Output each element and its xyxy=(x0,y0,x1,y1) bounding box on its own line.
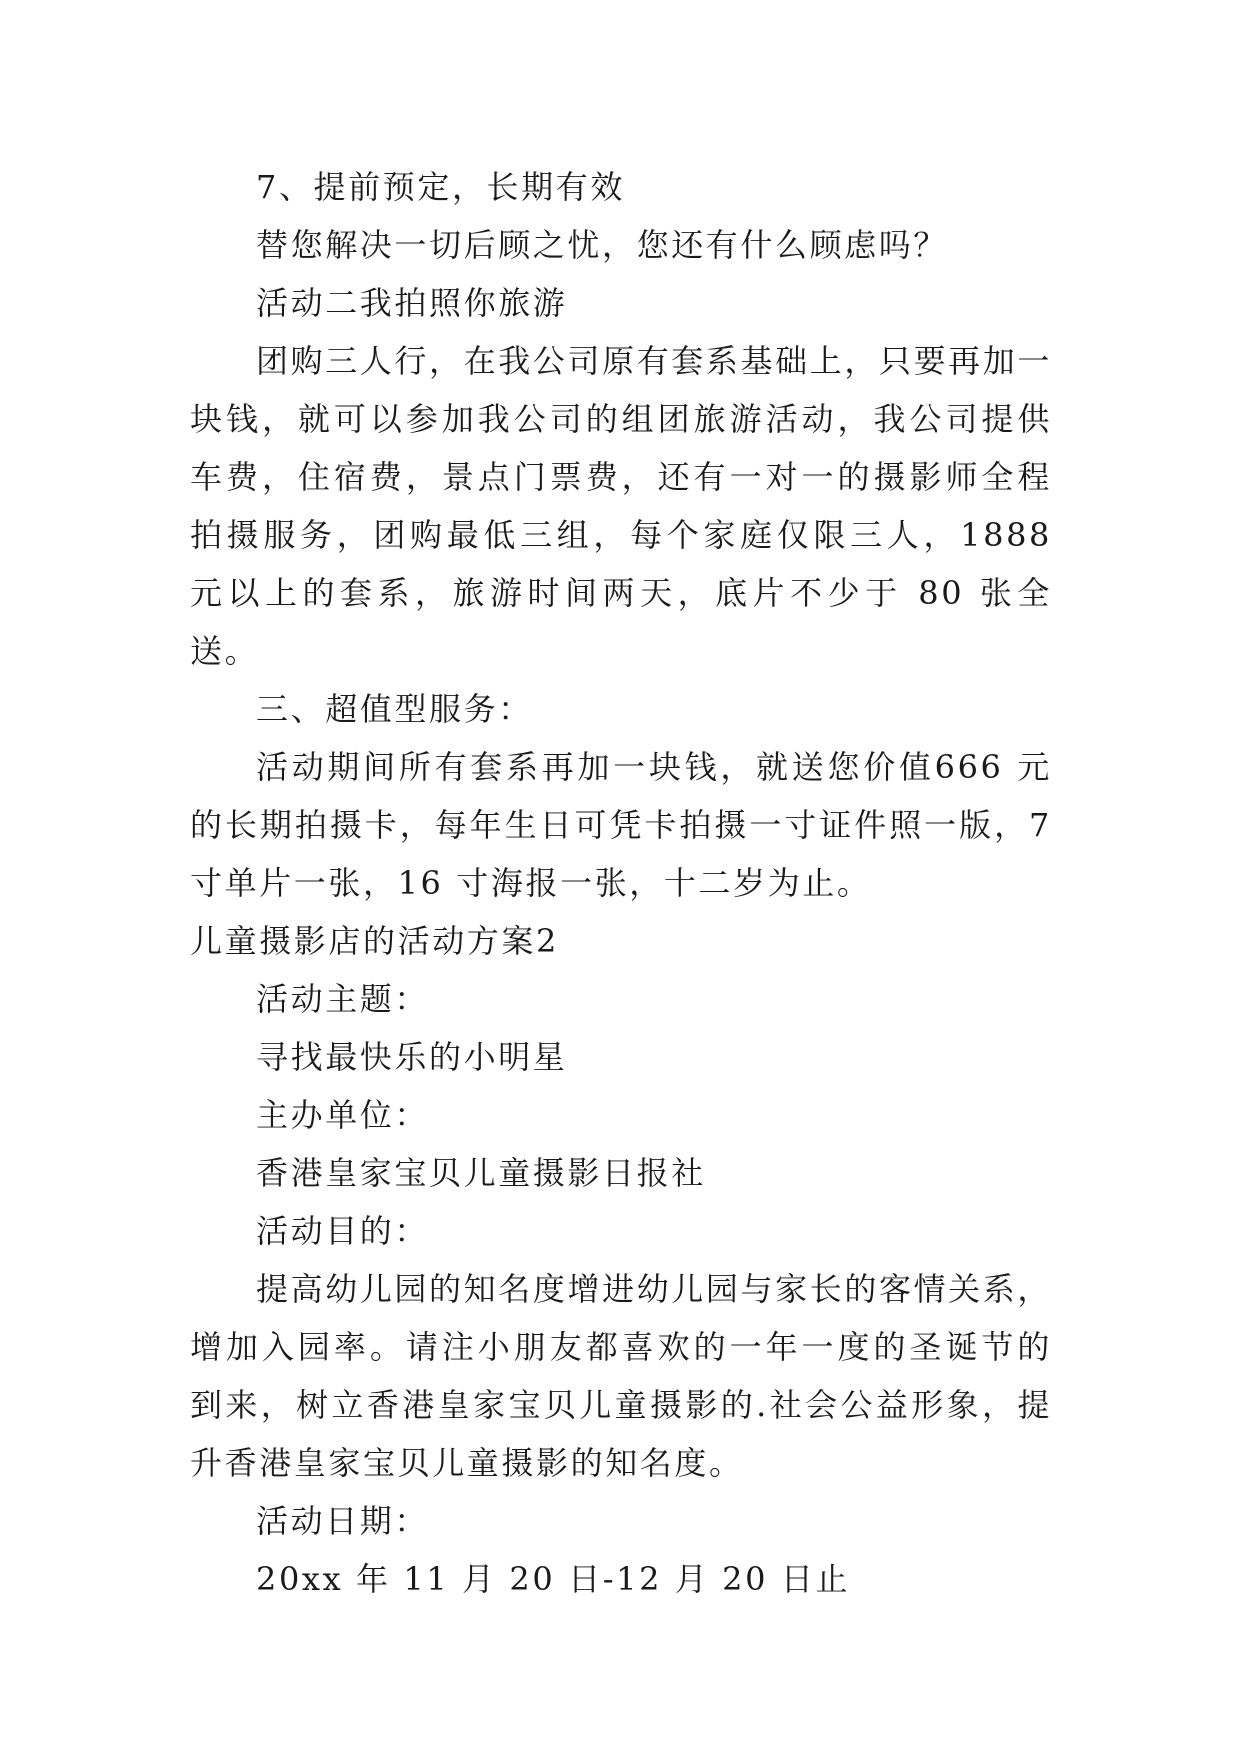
label-activity-theme: 活动主题： xyxy=(256,980,430,1018)
paragraph-long-term-card: 活动期间所有套系再加一块钱，就送您价值666 元的长期拍摄卡，每年生日可凭卡拍摄一寸证件照一版，7 寸单片一张，16 寸海报一张，十二岁为止。 xyxy=(190,748,1052,902)
list-item-advance-booking: 7、提前预定，长期有效 xyxy=(256,168,625,206)
paragraph-worries: 替您解决一切后顾之忧，您还有什么顾虑吗？ xyxy=(256,226,949,264)
label-organizer: 主办单位： xyxy=(256,1096,430,1134)
activity-two-title: 活动二我拍照你旅游 xyxy=(256,284,568,322)
value-organizer: 香港皇家宝贝儿童摄影日报社 xyxy=(256,1154,706,1192)
value-activity-date: 20xx 年 11 月 20 日-12 月 20 日止 xyxy=(256,1560,851,1598)
label-activity-date: 活动日期： xyxy=(256,1502,430,1540)
paragraph-group-travel: 团购三人行，在我公司原有套系基础上，只要再加一块钱，就可以参加我公司的组团旅游活动，我公司提供车费，住宿费，景点门票费，还有一对一的摄影师全程拍摄服务，团购最低三组，每个家庭仅限三人，1888 元以上的套系，旅游时间两天，底片不少于 80 张全送。 xyxy=(190,342,1052,670)
document-body xyxy=(190,158,1052,1608)
section-title-value-service: 三、超值型服务： xyxy=(256,690,533,728)
label-activity-purpose: 活动目的： xyxy=(256,1212,430,1250)
paragraph-activity-purpose: 提高幼儿园的知名度增进幼儿园与家长的客情关系，增加入园率。请注小朋友都喜欢的一年一度的圣诞节的到来，树立香港皇家宝贝儿童摄影的.社会公益形象，提升香港皇家宝贝儿童摄影的知名度。 xyxy=(190,1270,1052,1482)
value-activity-theme: 寻找最快乐的小明星 xyxy=(256,1038,568,1076)
plan-heading: 儿童摄影店的活动方案2 xyxy=(190,922,559,960)
